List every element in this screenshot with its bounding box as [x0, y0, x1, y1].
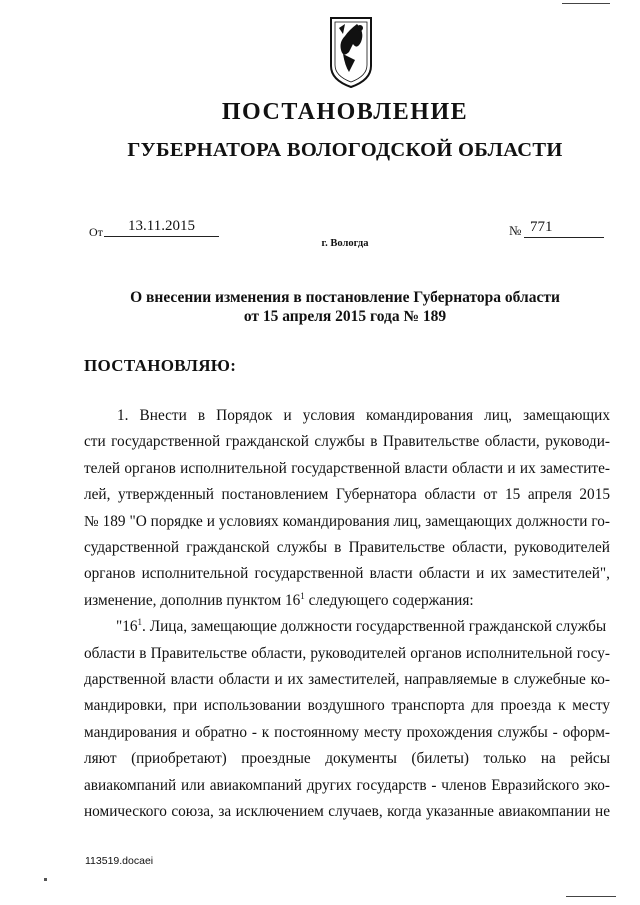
paragraph-2-line-6: ляют (приобретают) проездные документы (билеты) только на рейсы [84, 750, 610, 768]
city-label: г. Вологда [321, 238, 369, 249]
paragraph-1-line-8 [84, 588, 610, 614]
paragraph-1-line-8-text-b: следующего содержания: [304, 591, 474, 609]
superscript-index: 1 [137, 617, 143, 628]
decree-heading: ПОСТАНОВЛЯЮ: [84, 356, 237, 375]
document-title: ПОСТАНОВЛЕНИЕ [221, 99, 469, 125]
paragraph-1-line-6: сударственной гражданской службы в Правительстве области, руководителей [84, 538, 610, 556]
paragraph-2-line-8: номического союза, за исключением случаев, когда указанные авиакомпании не [84, 802, 610, 820]
date-from-label: От [89, 225, 103, 239]
subject-line-1: О внесении изменения в постановление Губернатора области [130, 289, 560, 306]
coat-of-arms-icon [327, 14, 375, 90]
subject-line-2: от 15 апреля 2015 года № 189 [243, 308, 447, 325]
document-date: 13.11.2015 [104, 217, 219, 237]
paragraph-2-line-2: области в Правительстве области, руководителей органов исполнительной госу- [84, 644, 610, 662]
superscript-index: 1 [300, 590, 305, 601]
paragraph-2-line-1-text-b: . Лица, замещающие должности государственной гражданской службы [142, 618, 607, 636]
paragraph-2-line-1-text-a: "16 [116, 618, 138, 636]
paragraph-1-line-1: 1. Внести в Порядок и условия командирования лиц, замещающих [117, 407, 610, 424]
paragraph-2-line-7: авиакомпаний или авиакомпаний других государств - членов Евразийского эко- [84, 776, 610, 794]
document-subject [100, 288, 590, 326]
paragraph-1-line-8-text-a: изменение, дополнив пунктом 16 [84, 591, 301, 609]
document-number: 771 [524, 218, 604, 238]
paragraph-2-line-4: мандировки, при использовании воздушного транспорта для проезда к месту [84, 697, 610, 715]
document-body [84, 403, 610, 825]
scan-dot [44, 878, 47, 881]
number-label: № [509, 223, 522, 238]
document-subtitle: ГУБЕРНАТОРА ВОЛОГОДСКОЙ ОБЛАСТИ [127, 139, 563, 161]
paragraph-2-line-5: мандирования и обратно - к постоянному месту прохождения службы - оформ- [84, 723, 610, 741]
paragraph-2-line-1 [84, 614, 610, 640]
scan-mark-bottom [566, 896, 616, 897]
document-code: 113519.docaei [85, 855, 154, 867]
paragraph-1-line-7: органов исполнительной государственной власти области и их заместителей", [84, 565, 610, 583]
paragraph-2-line-3: дарственной власти области и их заместителей, направляемые в служебные ко- [84, 670, 610, 688]
paragraph-1-line-3: телей органов исполнительной государственной власти области и их заместите- [84, 459, 610, 477]
scan-mark-top [562, 3, 610, 4]
paragraph-1-line-4: лей, утвержденный постановлением Губернатора области от 15 апреля 2015 [84, 486, 610, 504]
paragraph-1-line-5: № 189 "О порядке и условиях командирования лиц, замещающих должности го- [84, 512, 610, 530]
paragraph-1-line-2: сти государственной гражданской службы в Правительстве области, руководи- [84, 433, 610, 451]
